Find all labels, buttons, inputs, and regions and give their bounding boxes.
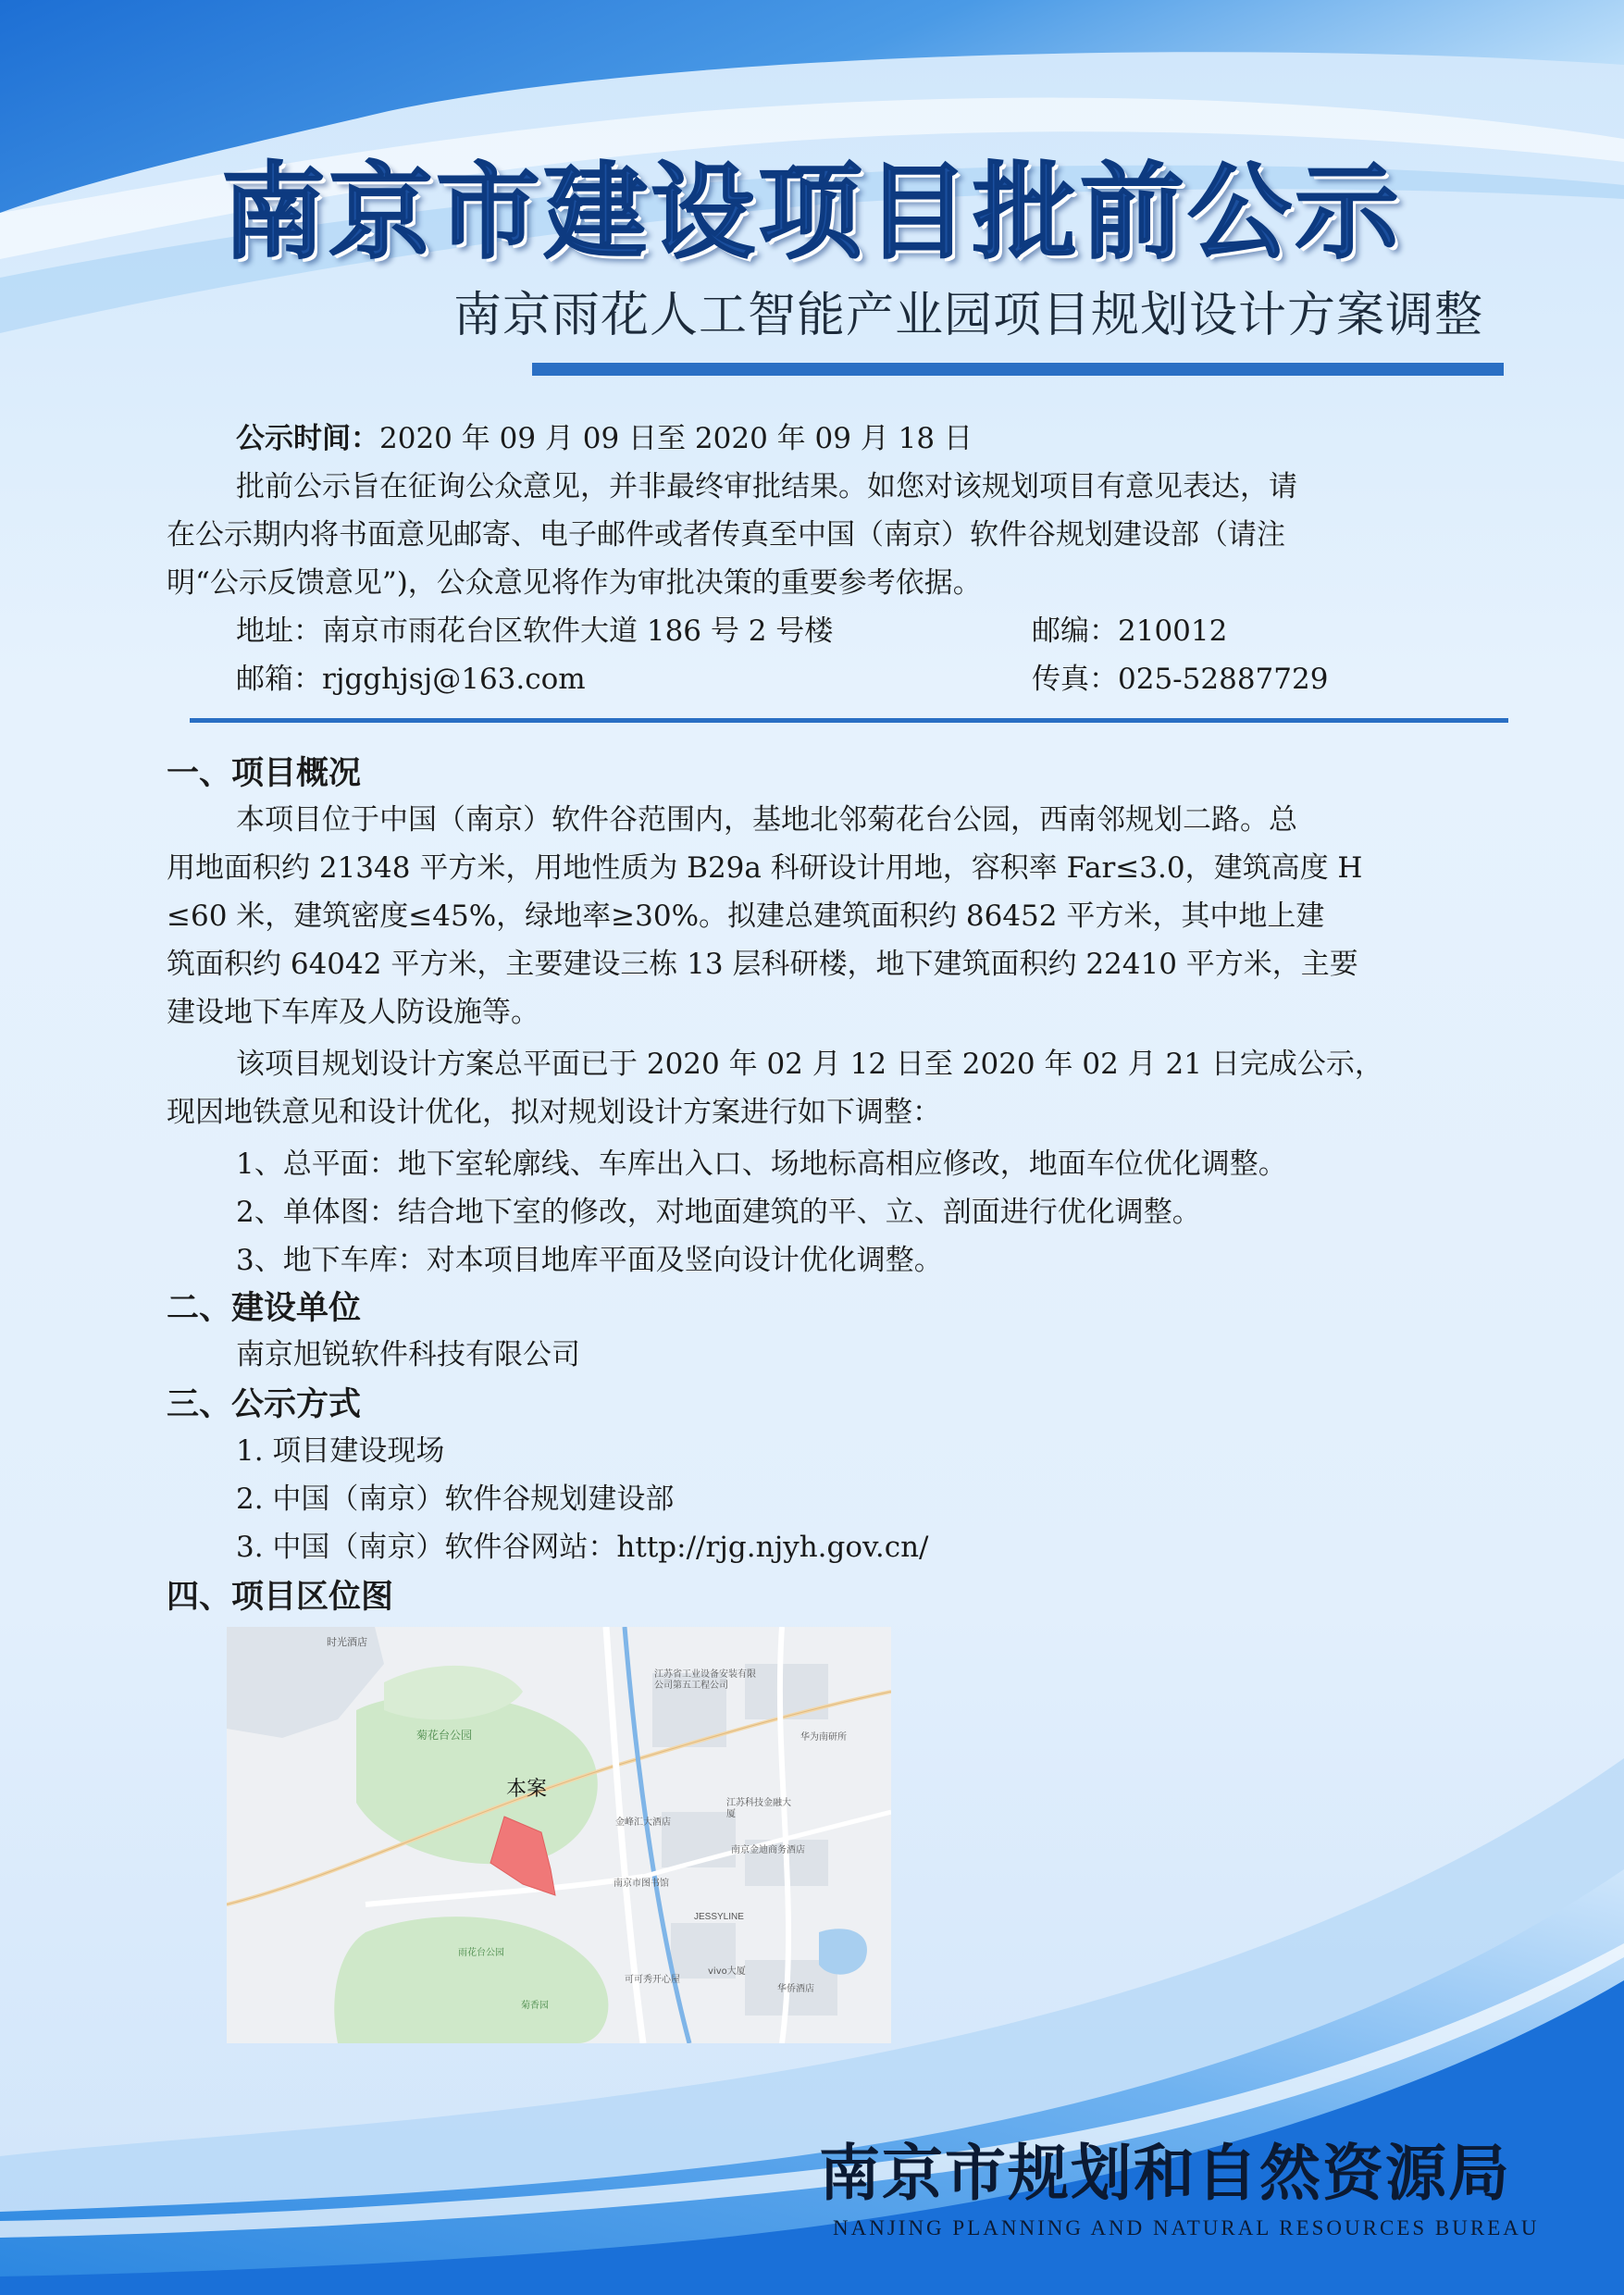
map-label: 菊花台公园 [416,1729,473,1742]
map-label: vivo大厦 [708,1966,746,1977]
map-label: 南京市图书馆 [614,1879,669,1889]
adjustment-item: 2、单体图：结合地下室的修改，对地面建筑的平、立、剖面进行优化调整。 [236,1196,1201,1229]
map-label: 华为南研所 [800,1732,847,1743]
notice-postcode: 邮编：210012 [1032,614,1228,648]
bureau-name-english: NANJING PLANNING AND NATURAL RESOURCES BUREAU [833,2216,1540,2239]
overview-line: ≤60 米，建筑密度≤45%，绿地率≥30%。拟建总建筑面积约 86452 平方米，其中地上建 [167,899,1325,933]
section-divider [190,718,1508,723]
map-label: 华侨酒店 [777,1984,814,1994]
overview-line: 筑面积约 64042 平方米，主要建设三栋 13 层科研楼，地下建筑面积约 22410 平方米，主要 [167,948,1358,981]
map-site-label: 本案 [506,1778,548,1801]
adjustment-item: 3、地下车库：对本项目地库平面及竖向设计优化调整。 [236,1244,943,1277]
method-item: 2. 中国（南京）软件谷规划建设部 [236,1482,675,1516]
section-heading-location-map: 四、项目区位图 [167,1579,394,1616]
notice-email: 邮箱：rjgghjsj@163.com [236,663,586,696]
project-subtitle: 南京雨花人工智能产业园项目规划设计方案调整 [453,288,1484,343]
notice-fax: 传真：025-52887729 [1032,663,1329,696]
developer-name: 南京旭锐软件科技有限公司 [236,1338,580,1371]
map-label: 雨花台公园 [458,1948,504,1958]
adjustment-line: 现因地铁意见和设计优化，拟对规划设计方案进行如下调整： [167,1096,941,1129]
map-label: JESSYLINE [694,1912,744,1922]
method-item: 3. 中国（南京）软件谷网站：http://rjg.njyh.gov.cn/ [236,1531,929,1564]
map-label: 菊香园 [521,2001,549,2011]
page-title: 南京市建设项目批前公示 [221,153,1403,273]
map-label: 可可秀开心屋 [625,1975,680,1985]
notice-intro-line-1: 批前公示旨在征询公众意见，并非最终审批结果。如您对该规划项目有意见表达，请 [236,470,1297,503]
location-map [227,1627,891,2043]
title-divider [532,363,1504,376]
section-heading-methods: 三、公示方式 [167,1386,362,1423]
map-label: 南京金迪商务酒店 [731,1845,805,1855]
adjustment-line: 该项目规划设计方案总平面已于 2020 年 02 月 12 日至 2020 年 02 月 21 日完成公示， [236,1048,1383,1081]
notice-intro-line-2: 在公示期内将书面意见邮寄、电子邮件或者传真至中国（南京）软件谷规划建设部（请注 [167,518,1285,552]
map-label: 江苏科技金融大厦 [726,1798,791,1819]
map-label: 时光酒店 [327,1636,367,1648]
notice-time-label: 公示时间： [236,422,379,455]
notice-time-value: 2020 年 09 月 09 日至 2020 年 09 月 18 日 [379,422,973,455]
overview-line: 建设地下车库及人防设施等。 [167,996,539,1029]
notice-address: 地址：南京市雨花台区软件大道 186 号 2 号楼 [236,614,834,648]
section-heading-developer: 二、建设单位 [167,1290,362,1327]
method-item: 1. 项目建设现场 [236,1434,445,1468]
adjustment-item: 1、总平面：地下室轮廓线、车库出入口、场地标高相应修改，地面车位优化调整。 [236,1148,1287,1181]
overview-line: 本项目位于中国（南京）软件谷范围内，基地北邻菊花台公园，西南邻规划二路。总 [236,803,1297,837]
section-heading-overview: 一、项目概况 [167,755,362,792]
notice-intro-line-3: 明“公示反馈意见”)，公众意见将作为审批决策的重要参考依据。 [167,566,982,600]
notice-time-line [236,415,973,463]
overview-line: 用地面积约 21348 平方米，用地性质为 B29a 科研设计用地，容积率 Far≤3.0，建筑高度 H [167,851,1363,885]
map-label: 江苏省工业设备安装有限公司第五工程公司 [654,1669,756,1691]
map-label: 金峰汇大酒店 [615,1817,671,1828]
bureau-name: 南京市规划和自然资源局 [819,2137,1511,2209]
